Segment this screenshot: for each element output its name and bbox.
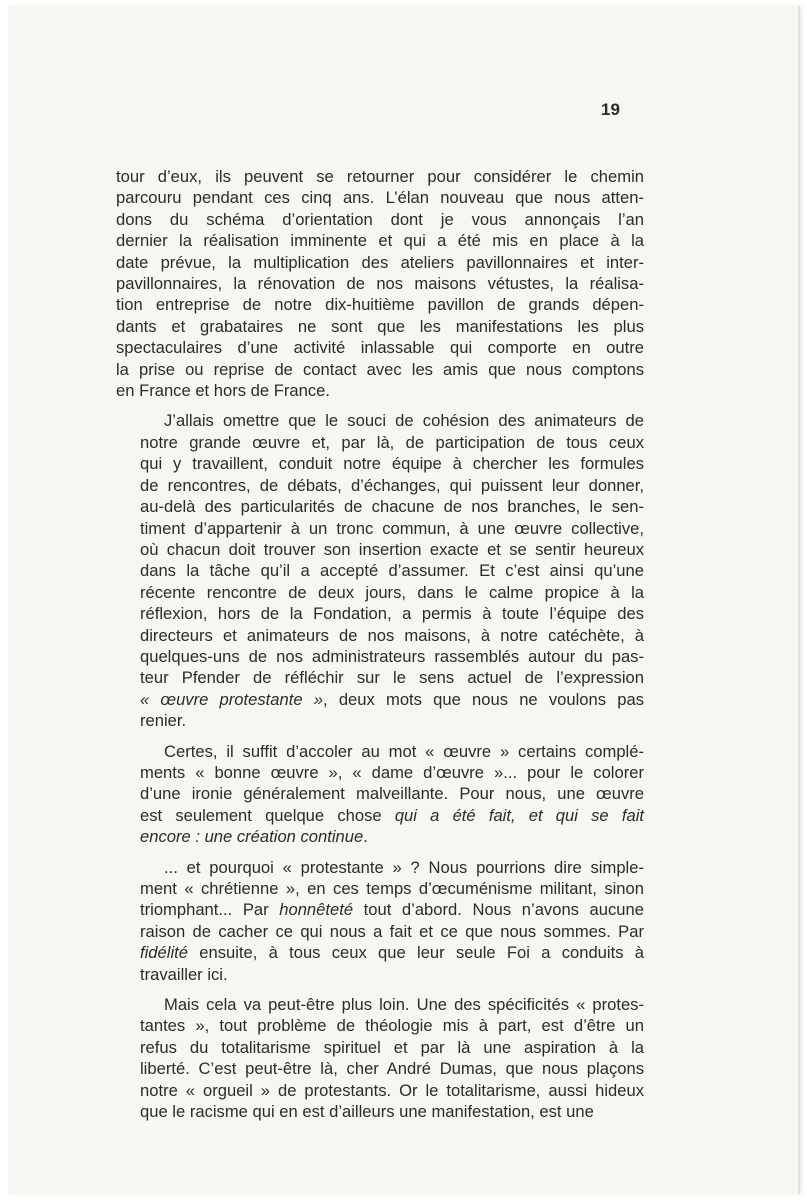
text-line: dernier la réalisation imminente et qui a été mis en place à la xyxy=(116,231,644,251)
text-line: pavillonnaires, la rénovation de nos maisons vétustes, la réalisa- xyxy=(116,274,644,294)
text-line: timent d’appartenir à un tronc commun, à une œuvre collective, xyxy=(140,518,644,538)
text-line: tour d’eux, ils peuvent se retourner pour considérer le chemin xyxy=(116,167,644,186)
text-line: renier. xyxy=(140,711,187,731)
text-line: travailler ici. xyxy=(140,964,228,984)
text-line: tantes », tout problème de théologie mis à part, est d’être un xyxy=(140,1016,644,1036)
text-line: ments « bonne œuvre », « dame d’œuvre »... pour le colorer xyxy=(140,762,644,782)
text-line: refus du totalitarisme spirituel et par là une aspiration à la xyxy=(140,1037,644,1057)
paragraph xyxy=(116,857,644,985)
text-line: que le racisme qui en est d’ailleurs une manifestation, est une xyxy=(140,1102,594,1122)
text-line: d’une ironie généralement malveillante. Pour nous, une œuvre xyxy=(140,784,644,804)
text-line: triomphant... Par honnêteté tout d’abord. Nous n’avons aucune xyxy=(140,900,644,920)
text-line: de rencontres, de débats, d’échanges, qui puissent leur donner, xyxy=(140,475,644,495)
text-line: liberté. C’est peut-être là, cher André Dumas, que nous plaçons xyxy=(140,1059,644,1079)
text-line: dons du schéma d’orientation dont je vous annonçais l’an xyxy=(116,209,644,229)
body-text xyxy=(116,166,644,1131)
text-line: notre « orgueil » de protestants. Or le totalitarisme, aussi hideux xyxy=(140,1080,644,1100)
text-line: raison de cacher ce qui nous a fait et ce que nous sommes. Par xyxy=(140,921,644,941)
text-line: en France et hors de France. xyxy=(116,381,330,401)
text-line: teur Pfender de réfléchir sur le sens actuel de l’expression xyxy=(140,668,644,688)
text-line: Certes, il suffit d’accoler au mot « œuvre » certains complé- xyxy=(164,741,644,761)
text-line: notre grande œuvre et, par là, de participation de tous ceux xyxy=(140,432,644,452)
text-line: parcouru pendant ces cinq ans. L’élan nouveau que nous atten- xyxy=(116,188,644,208)
text-line: quelques-uns de nos administrateurs rassemblés autour du pas- xyxy=(140,646,644,666)
text-line: fidélité ensuite, à tous ceux que leur seule Foi a conduits à xyxy=(140,943,644,963)
text-line: récente rencontre de deux jours, dans le calme propice à la xyxy=(140,582,644,602)
text-line: réflexion, hors de la Fondation, a permis à toute l’équipe des xyxy=(140,604,644,624)
paragraph xyxy=(116,741,644,848)
text-line: au-delà des particularités de chacune de nos branches, le sen- xyxy=(140,497,644,517)
text-line: dans la tâche qu’il a accepté d’assumer. Et c’est ainsi qu’une xyxy=(140,561,644,581)
text-line: J’allais omettre que le souci de cohésion des animateurs de xyxy=(164,411,644,431)
text-line: encore : une création continue. xyxy=(140,827,368,847)
text-line: « œuvre protestante », deux mots que nous ne voulons pas xyxy=(140,689,644,709)
text-line: tion entreprise de notre dix-huitième pavillon de grands dépen- xyxy=(116,295,644,315)
page-number: 19 xyxy=(601,100,620,119)
paragraph xyxy=(116,166,644,401)
text-line: ment « chrétienne », en ces temps d’œcuménisme militant, sinon xyxy=(140,879,644,898)
document-page xyxy=(8,6,800,1194)
text-line: est seulement quelque chose qui a été fait, et qui se fait xyxy=(140,805,644,825)
text-line: ... et pourquoi « protestante » ? Nous pourrions dire simple- xyxy=(164,857,644,877)
text-line: qui y travaillent, conduit notre équipe à chercher les formules xyxy=(140,454,644,474)
text-line: où chacun doit trouver son insertion exacte et se sentir heureux xyxy=(140,539,644,559)
paragraph xyxy=(116,410,644,731)
text-line: Mais cela va peut-être plus loin. Une des spécificités « protes- xyxy=(164,995,644,1015)
text-line: directeurs et animateurs de nos maisons, à notre catéchète, à xyxy=(140,625,644,645)
text-line: date prévue, la multiplication des ateliers pavillonnaires et inter- xyxy=(116,252,644,272)
text-line: dants et grabataires ne sont que les manifestations les plus xyxy=(116,316,644,336)
text-line: la prise ou reprise de contact avec les amis que nous comptons xyxy=(116,359,644,379)
text-line: spectaculaires d’une activité inlassable qui comporte en outre xyxy=(116,338,644,358)
paragraph xyxy=(116,994,644,1122)
